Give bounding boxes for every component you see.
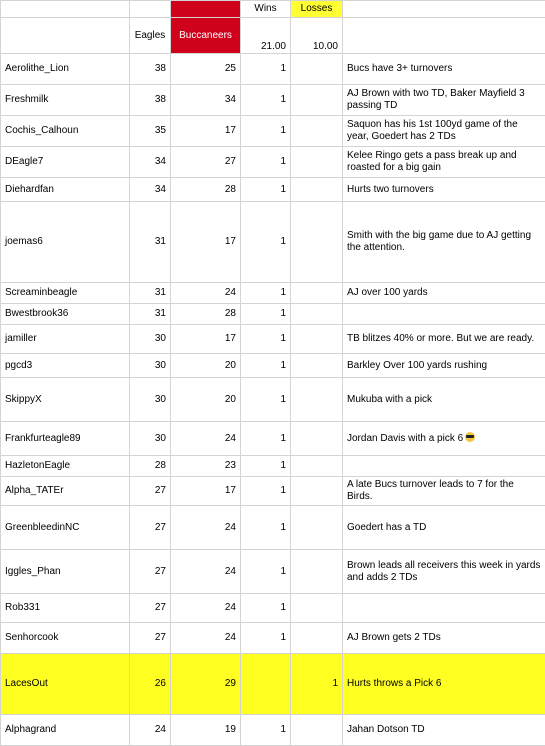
name-cell[interactable]: jamiller <box>1 325 130 354</box>
losses-cell[interactable] <box>291 456 343 477</box>
bucs-score-cell[interactable]: 28 <box>171 178 241 202</box>
prediction-note-cell[interactable] <box>343 354 545 378</box>
prediction-note-text: Hurts two turnovers <box>347 184 434 195</box>
name-cell[interactable]: Diehardfan <box>1 178 130 202</box>
prediction-note-cell[interactable] <box>343 202 545 283</box>
name-cell[interactable]: Alphagrand <box>1 715 130 746</box>
table-row <box>1 325 545 354</box>
losses-cell[interactable]: 1 <box>291 654 343 715</box>
prediction-note-text: Smith with the big game due to AJ getting the attention. <box>347 230 531 253</box>
wins-cell[interactable]: 1 <box>241 477 291 506</box>
prediction-note-cell[interactable] <box>343 378 545 422</box>
eagles-score-cell[interactable]: 24 <box>130 715 171 746</box>
wins-cell[interactable]: 1 <box>241 54 291 85</box>
prediction-note-cell[interactable] <box>343 304 545 325</box>
bucs-score-cell[interactable]: 17 <box>171 202 241 283</box>
table-row <box>1 147 545 178</box>
prediction-note-cell[interactable] <box>343 283 545 304</box>
prediction-note-text: AJ over 100 yards <box>347 287 428 298</box>
prediction-note-text: Barkley Over 100 yards rushing <box>347 360 487 371</box>
cell-empty[interactable] <box>130 1 171 18</box>
wins-cell[interactable]: 1 <box>241 202 291 283</box>
losses-cell[interactable] <box>291 477 343 506</box>
name-cell[interactable]: Alpha_TATEr <box>1 477 130 506</box>
wins-cell[interactable]: 1 <box>241 456 291 477</box>
eagles-score-cell[interactable]: 31 <box>130 304 171 325</box>
eagles-header-cell[interactable]: Eagles <box>130 18 171 54</box>
eagles-score-cell[interactable]: 31 <box>130 202 171 283</box>
prediction-note-text: Jordan Davis with a pick 6 <box>347 433 463 444</box>
bucs-score-cell[interactable]: 17 <box>171 325 241 354</box>
bucs-score-cell[interactable]: 20 <box>171 354 241 378</box>
wins-cell[interactable]: 1 <box>241 594 291 623</box>
table-row <box>1 85 545 116</box>
table-row <box>1 456 545 477</box>
eagles-score-cell[interactable]: 38 <box>130 85 171 116</box>
losses-cell[interactable] <box>291 116 343 147</box>
table-row <box>1 506 545 550</box>
eagles-score-cell[interactable]: 27 <box>130 594 171 623</box>
name-cell[interactable]: Freshmilk <box>1 85 130 116</box>
prediction-note-text: Kelee Ringo gets a pass break up and roasted for a big gain <box>347 150 517 173</box>
eagles-score-cell[interactable]: 31 <box>130 283 171 304</box>
bucs-score-cell[interactable]: 24 <box>171 422 241 456</box>
losses-cell[interactable] <box>291 147 343 178</box>
bucs-score-cell[interactable]: 24 <box>171 623 241 654</box>
prediction-note-cell[interactable] <box>343 623 545 654</box>
wins-label-cell[interactable]: Wins <box>241 1 291 18</box>
prediction-note-cell[interactable] <box>343 178 545 202</box>
wins-cell[interactable]: 1 <box>241 550 291 594</box>
prediction-note-cell[interactable] <box>343 54 545 85</box>
name-cell[interactable]: Frankfurteagle89 <box>1 422 130 456</box>
losses-cell[interactable] <box>291 283 343 304</box>
wins-cell[interactable]: 1 <box>241 378 291 422</box>
wins-cell[interactable]: 1 <box>241 147 291 178</box>
table-row <box>1 202 545 283</box>
losses-cell[interactable] <box>291 422 343 456</box>
table-row <box>1 550 545 594</box>
table-row <box>1 654 545 715</box>
losses-cell[interactable] <box>291 506 343 550</box>
name-cell[interactable]: HazletonEagle <box>1 456 130 477</box>
wins-cell[interactable]: 1 <box>241 325 291 354</box>
table-row <box>1 54 545 85</box>
bucs-score-cell[interactable]: 23 <box>171 456 241 477</box>
wins-cell[interactable]: 1 <box>241 85 291 116</box>
prediction-note-text: Saquon has his 1st 100yd game of the year, Goedert has 2 TDs <box>347 119 518 142</box>
prediction-note-text: Jahan Dotson TD <box>347 724 425 735</box>
prediction-note-cell[interactable] <box>343 116 545 147</box>
wins-cell[interactable]: 1 <box>241 506 291 550</box>
bucs-score-cell[interactable]: 29 <box>171 654 241 715</box>
eagles-score-cell[interactable]: 26 <box>130 654 171 715</box>
wins-cell[interactable]: 1 <box>241 623 291 654</box>
bucs-score-cell[interactable]: 19 <box>171 715 241 746</box>
bucs-score-cell[interactable]: 20 <box>171 378 241 422</box>
prediction-note-cell[interactable] <box>343 715 545 746</box>
eagles-score-cell[interactable]: 27 <box>130 506 171 550</box>
prediction-note-cell[interactable] <box>343 325 545 354</box>
losses-cell[interactable] <box>291 85 343 116</box>
prediction-note-cell[interactable] <box>343 506 545 550</box>
prediction-note-cell[interactable] <box>343 654 545 715</box>
eagles-score-cell[interactable]: 38 <box>130 54 171 85</box>
losses-cell[interactable] <box>291 304 343 325</box>
name-cell[interactable]: Iggles_Phan <box>1 550 130 594</box>
eagles-score-cell[interactable]: 34 <box>130 178 171 202</box>
eagles-score-cell[interactable]: 30 <box>130 378 171 422</box>
prediction-note-text: Bucs have 3+ turnovers <box>347 63 452 74</box>
header-row-main <box>1 18 545 54</box>
table-row <box>1 623 545 654</box>
table-row <box>1 378 545 422</box>
losses-label-cell[interactable]: Losses <box>291 1 343 18</box>
eagles-score-cell[interactable]: 28 <box>130 456 171 477</box>
table-row <box>1 283 545 304</box>
name-cell[interactable]: Cochis_Calhoun <box>1 116 130 147</box>
name-cell[interactable]: GreenbleedinNC <box>1 506 130 550</box>
losses-cell[interactable] <box>291 354 343 378</box>
bucs-score-cell[interactable]: 34 <box>171 85 241 116</box>
wins-cell[interactable]: 1 <box>241 422 291 456</box>
wins-cell[interactable]: 1 <box>241 178 291 202</box>
wins-total-cell[interactable]: 21.00 <box>241 18 291 54</box>
wins-cell[interactable] <box>241 654 291 715</box>
wins-cell[interactable]: 1 <box>241 304 291 325</box>
eagles-score-cell[interactable]: 35 <box>130 116 171 147</box>
cell-empty[interactable] <box>1 18 130 54</box>
buccaneers-header-cell[interactable]: Buccaneers <box>171 18 241 54</box>
table-row <box>1 715 545 746</box>
prediction-note-text: TB blitzes 40% or more. But we are ready. <box>347 333 534 344</box>
losses-cell[interactable] <box>291 325 343 354</box>
bucs-score-cell[interactable]: 28 <box>171 304 241 325</box>
wins-cell[interactable]: 1 <box>241 354 291 378</box>
prediction-note-text: Hurts throws a Pick 6 <box>347 678 441 689</box>
losses-cell[interactable] <box>291 715 343 746</box>
name-cell[interactable]: Rob331 <box>1 594 130 623</box>
header-row-top <box>1 1 545 18</box>
eagles-score-cell[interactable]: 30 <box>130 354 171 378</box>
losses-cell[interactable] <box>291 178 343 202</box>
prediction-note-cell[interactable] <box>343 147 545 178</box>
name-cell[interactable]: Senhorcook <box>1 623 130 654</box>
bucs-score-cell[interactable]: 24 <box>171 506 241 550</box>
cell-empty[interactable] <box>343 18 545 54</box>
name-cell[interactable]: Aerolithe_Lion <box>1 54 130 85</box>
prediction-note-cell[interactable] <box>343 422 545 456</box>
losses-cell[interactable] <box>291 623 343 654</box>
table-row <box>1 178 545 202</box>
name-cell[interactable]: Screaminbeagle <box>1 283 130 304</box>
table-row <box>1 594 545 623</box>
prediction-note-text: Goedert has a TD <box>347 522 426 533</box>
name-cell[interactable]: LacesOut <box>1 654 130 715</box>
bucs-score-cell[interactable]: 25 <box>171 54 241 85</box>
bucs-score-cell[interactable]: 24 <box>171 594 241 623</box>
losses-cell[interactable] <box>291 378 343 422</box>
bucs-score-cell[interactable]: 24 <box>171 550 241 594</box>
name-cell[interactable]: DEagle7 <box>1 147 130 178</box>
losses-total-cell[interactable]: 10.00 <box>291 18 343 54</box>
prediction-note-text: Mukuba with a pick <box>347 394 432 405</box>
prediction-note-cell[interactable] <box>343 594 545 623</box>
prediction-note-text: AJ Brown with two TD, Baker Mayfield 3 passing TD <box>347 88 525 111</box>
cell-empty[interactable] <box>1 1 130 18</box>
eagles-score-cell[interactable]: 34 <box>130 147 171 178</box>
name-cell[interactable]: SkippyX <box>1 378 130 422</box>
table-row <box>1 116 545 147</box>
name-cell[interactable]: joemas6 <box>1 202 130 283</box>
table-row <box>1 422 545 456</box>
cell-bucs-header-top[interactable] <box>171 1 241 18</box>
bucs-score-cell[interactable]: 17 <box>171 477 241 506</box>
wins-cell[interactable]: 1 <box>241 283 291 304</box>
cell-empty[interactable] <box>343 1 545 18</box>
table-row <box>1 477 545 506</box>
losses-cell[interactable] <box>291 202 343 283</box>
prediction-note-cell[interactable] <box>343 550 545 594</box>
prediction-note-text: AJ Brown gets 2 TDs <box>347 632 441 643</box>
prediction-note-cell[interactable] <box>343 477 545 506</box>
bucs-score-cell[interactable]: 24 <box>171 283 241 304</box>
prediction-note-cell[interactable] <box>343 85 545 116</box>
prediction-note-text: Brown leads all receivers this week in yards and adds 2 TDs <box>347 560 540 583</box>
sunglasses-emoji-icon <box>465 432 475 442</box>
prediction-note-cell[interactable] <box>343 456 545 477</box>
table-row <box>1 354 545 378</box>
bucs-score-cell[interactable]: 27 <box>171 147 241 178</box>
name-cell[interactable]: Bwestbrook36 <box>1 304 130 325</box>
eagles-score-cell[interactable]: 27 <box>130 477 171 506</box>
bucs-score-cell[interactable]: 17 <box>171 116 241 147</box>
prediction-note-text: A late Bucs turnover leads to 7 for the Birds. <box>347 479 514 502</box>
eagles-score-cell[interactable]: 30 <box>130 325 171 354</box>
wins-cell[interactable]: 1 <box>241 116 291 147</box>
eagles-score-cell[interactable]: 30 <box>130 422 171 456</box>
losses-cell[interactable] <box>291 594 343 623</box>
table-row <box>1 304 545 325</box>
name-cell[interactable]: pgcd3 <box>1 354 130 378</box>
losses-cell[interactable] <box>291 550 343 594</box>
eagles-score-cell[interactable]: 27 <box>130 550 171 594</box>
losses-cell[interactable] <box>291 54 343 85</box>
wins-cell[interactable]: 1 <box>241 715 291 746</box>
eagles-score-cell[interactable]: 27 <box>130 623 171 654</box>
